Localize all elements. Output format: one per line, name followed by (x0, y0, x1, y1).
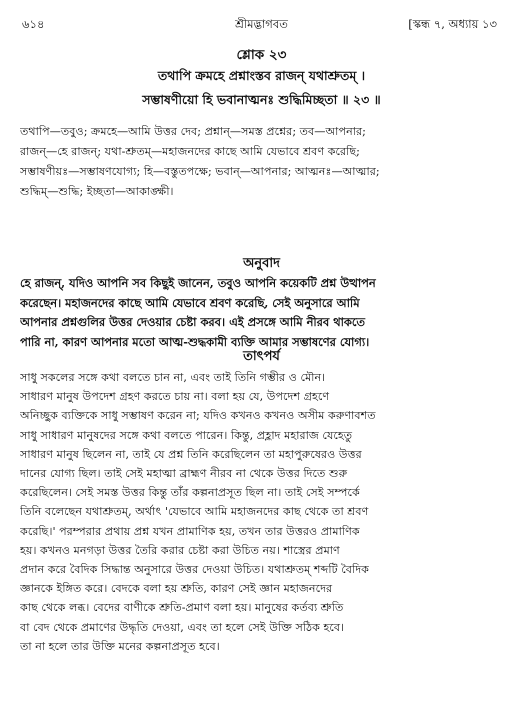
purport-line: অনিচ্ছুক ব্যক্তিকে সাধু সম্ভাষণ করেন না; যদিও কখনও কখনও অসীম করুণাবশত (20, 409, 376, 423)
translation-text (20, 274, 506, 352)
purport-text (20, 368, 506, 656)
verse-line-1: তথাপি ক্রমহে প্রশ্নাংস্তব রাজন্ যথাশ্রুতম্ । (157, 68, 366, 83)
purport-line: তিনি বলেছেন যথাশ্রুতম্, অর্থাৎ 'যেভাবে আমি মহাজনদের কাছ থেকে তা শ্রবণ (20, 505, 369, 519)
purport-line: কাছ থেকে লব্ধ। বেদের বাণীকে শ্রুতি-প্রমাণ বলা হয়। মানুষের কর্তব্য শ্রুতি (20, 601, 344, 615)
synonym-line: তথাপি—তবুও; ক্রমহে—আমি উত্তর দেব; প্রশ্নান্—সমস্ত প্রশ্নের; তব—আপনার; (20, 125, 366, 138)
purport-line: প্রদান করে বৈদিক সিদ্ধান্ত অনুসারে উত্তর দেওয়া উচিত। যথাশ্রুতম্ শব্দটি বৈদিক (20, 563, 369, 577)
translation-line: হে রাজন্, যদিও আপনি সব কিছুই জানেন, তবুও আপনি কয়েকটি প্রশ্ন উত্থাপন (20, 276, 376, 290)
purport-heading: তাৎপর্য (243, 349, 280, 364)
purport-line: সাধু সকলের সঙ্গে কথা বলতে চান না, এবং তাই তিনি গম্ভীর ও মৌন। (20, 371, 326, 384)
purport-line: করেছি।' পরম্পরার প্রথায় প্রশ্ন যখন প্রামাণিক হয়, তখন তার উত্তরও প্রামাণিক (20, 524, 360, 538)
translation-line: আপনার প্রশ্নগুলির উত্তর দেওয়ার চেষ্টা করব। এই প্রসঙ্গে আমি নীরব থাকতে (20, 315, 365, 329)
synonym-line: শুদ্ধিম্—শুদ্ধি; ইচ্ছতা—আকাঙ্ক্ষী। (20, 185, 174, 198)
verse-title: শ্লোক ২৩ (236, 47, 287, 63)
purport-line: বা বেদ থেকে প্রমাণের উদ্ধৃতি দেওয়া, এবং তা হলে সেই উক্তি সঠিক হবে। (20, 620, 345, 634)
synonym-line: রাজন্—হে রাজন্; যথা-শ্রুতম্—মহাজনদের কাছে আমি যেভাবে শ্রবণ করেছি; (20, 145, 360, 158)
purport-line: জ্ঞানকে ইঙ্গিত করে। বেদকে বলা হয় শ্রুতি, কারণ সেই জ্ঞান মহাজনদের (20, 582, 333, 596)
verse-line-2: সম্ভাষণীয়ো হি ভবানাত্মনঃ শুদ্ধিমিচ্ছতা ॥ ২৩ ॥ (142, 92, 381, 107)
book-title: শ্রীমদ্ভাগবত (235, 17, 288, 31)
word-synonyms (20, 122, 506, 202)
purport-line: সাধু সাধারণ মানুষদের সঙ্গে কথা বলতে পারেন। কিন্তু, প্রহ্লাদ মহারাজ যেহেতু (20, 428, 353, 442)
purport-line: দানের যোগ্য ছিল। তাই সেই মহাত্মা ব্রাহ্মণ নীরব না থেকে উত্তর দিতে শুরু (20, 467, 348, 481)
chapter-reference: [স্কন্ধ ৭, অধ্যায় ১৩ (408, 17, 497, 31)
purport-line: তা না হলে তার উক্তি মনের কল্পনাপ্রসূত হবে। (20, 639, 220, 653)
translation-line: পারি না, কারণ আপনার মতো আত্ম-শুদ্ধকামী ব্যক্তি আমার সম্ভাষণের যোগ্য। (20, 334, 370, 349)
purport-line: সাধারণ মানুষ ছিলেন না, তাই যে প্রশ্ন তিনি করেছিলেন তা মহাপুরুষেরও উত্তর (20, 447, 362, 461)
page-number: ৬১৪ (22, 17, 45, 31)
synonym-line: সম্ভাষণীয়ঃ—সম্ভাষণযোগ্য; হি—বস্তুতপক্ষে; ভবান্—আপনার; আত্মনঃ—আত্মার; (20, 165, 380, 178)
purport-line: সাধারণ মানুষ উপদেশ গ্রহণ করতে চায় না। বলা হয় যে, উপদেশ গ্রহণে (20, 390, 330, 404)
purport-line: হয়। কখনও মনগড়া উত্তর তৈরি করার চেষ্টা করা উচিত নয়। শাস্ত্রের প্রমাণ (20, 543, 340, 557)
running-header (0, 16, 523, 34)
purport-line: করেছিলেন। সেই সমস্ত উত্তর কিন্তু তাঁর কল্পনাপ্রসূত ছিল না। তাই সেই সম্পর্কে (20, 486, 360, 500)
translation-line: করেছেন। মহাজনদের কাছে আমি যেভাবে শ্রবণ করেছি, সেই অনুসারে আমি (20, 295, 360, 310)
translation-heading: অনুবাদ (243, 256, 280, 271)
